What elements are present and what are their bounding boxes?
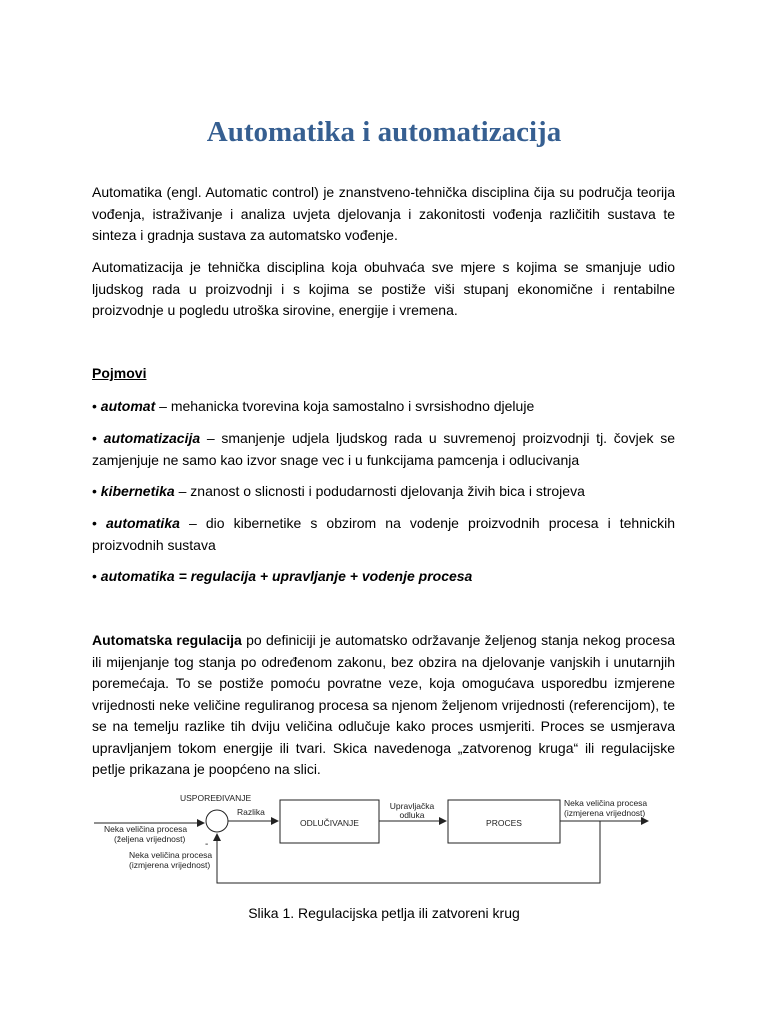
paragraph-automatska-regulacija: [92, 630, 675, 781]
bullet-marker: •: [92, 398, 97, 414]
minus-sign: -: [205, 839, 209, 850]
bullet-item: [92, 428, 675, 471]
label-feedback-2: (izmjerena vrijednost): [129, 860, 211, 870]
bullet-item: [92, 513, 675, 556]
bullet-text: – dio kibernetike s obzirom na vodenje proizvodnih procesa i tehnickih proizvodnih sustava: [92, 515, 676, 553]
paragraph-bold-term: Automatska regulacija: [92, 632, 242, 648]
bullet-item: [92, 481, 675, 503]
bullet-marker: •: [92, 483, 97, 499]
label-input-2: (željena vrijednost): [114, 834, 186, 844]
bullet-item: [92, 396, 675, 418]
bullet-term: automatizacija: [103, 430, 201, 446]
label-output-1: Neka veličina procesa: [564, 798, 648, 808]
section-heading-pojmovi: Pojmovi: [92, 365, 147, 381]
bullet-text: – smanjenje udjela ljudskog rada u suvremenoj proizvodnji tj. čovjek se zamjenjuje ne samo kao izvor snage vec i u funkcijama pamcenja i odlucivanja: [92, 430, 676, 468]
paragraph-body: po definiciji je automatsko održavanje željenog stanja nekog procesa ili mijenjanje tog stanja po određenom zakonu, bez obzira na djelovanje vanjskih i unutarnjih poremećaja. To se postiže pomoću povratne veze, koja omogućava usporedbu izmjerene vrijednosti neke veličine reguliranog procesa sa njenom željenom vrijednosti (referencijom), te se na temelju razlike tih dviju veličina odlučuje kako proces usmjeriti. Proces se usmjerava upravljanjem tokom energije ili tvari. Skica navedenoga „zatvorenog kruga“ ili regulacijske petlje prikazana je poopćeno na slici.: [92, 632, 675, 777]
bullet-term: kibernetika: [100, 483, 175, 499]
bullet-text: – mehanicka tvorevina koja samostalno i svrsishodno djeluje: [155, 398, 535, 414]
bullet-text: – znanost o slicnosti i podudarnosti djelovanja živih bica i strojeva: [174, 483, 585, 499]
label-output-2: (izmjerena vrijednost): [564, 808, 646, 818]
paragraph-automatika: Automatika (engl. Automatic control) je znanstveno-tehnička disciplina čija su područja teorija vođenja, istraživanje i analiza uvjeta djelovanja i zakonitosti vođenja različitih sustava te sinteza i gradnja sustava za automatsko vođenje.: [92, 184, 675, 243]
control-loop-diagram: [92, 785, 662, 890]
page-title: Automatika i automatizacija: [206, 116, 562, 148]
label-usporedivanje: USPOREĐIVANJE: [180, 793, 252, 803]
paragraph-automatizacija: Automatizacija je tehnička disciplina koja obuhvaća sve mjere s kojima se smanjuje udio ljudskog rada u proizvodnji i s kojima se postiže viši stupanj ekonomične i rentabilne proizvodnje u pogledu utroška sirovine, energije i vremena.: [92, 259, 675, 318]
label-proces: PROCES: [486, 818, 522, 828]
bullet-term: automatika = regulacija + upravljanje + vodenje procesa: [100, 568, 473, 584]
label-input-1: Neka veličina procesa: [104, 824, 188, 834]
label-feedback-1: Neka veličina procesa: [129, 850, 213, 860]
label-upravljacka-1: Upravljačka: [389, 801, 435, 811]
bullet-term: automatika: [105, 515, 180, 531]
label-odlucivanje: ODLUČIVANJE: [300, 818, 359, 828]
comparator-circle: [206, 810, 228, 832]
bullet-marker: •: [92, 568, 97, 584]
bullet-item: [92, 566, 675, 588]
label-razlika: Razlika: [237, 807, 265, 817]
label-upravljacka-2: odluka: [399, 810, 425, 820]
figure-caption: Slika 1. Regulacijska petlja ili zatvoreni krug: [248, 905, 520, 921]
bullet-marker: •: [92, 430, 97, 446]
bullet-marker: •: [92, 515, 97, 531]
bullet-term: automat: [100, 398, 156, 414]
